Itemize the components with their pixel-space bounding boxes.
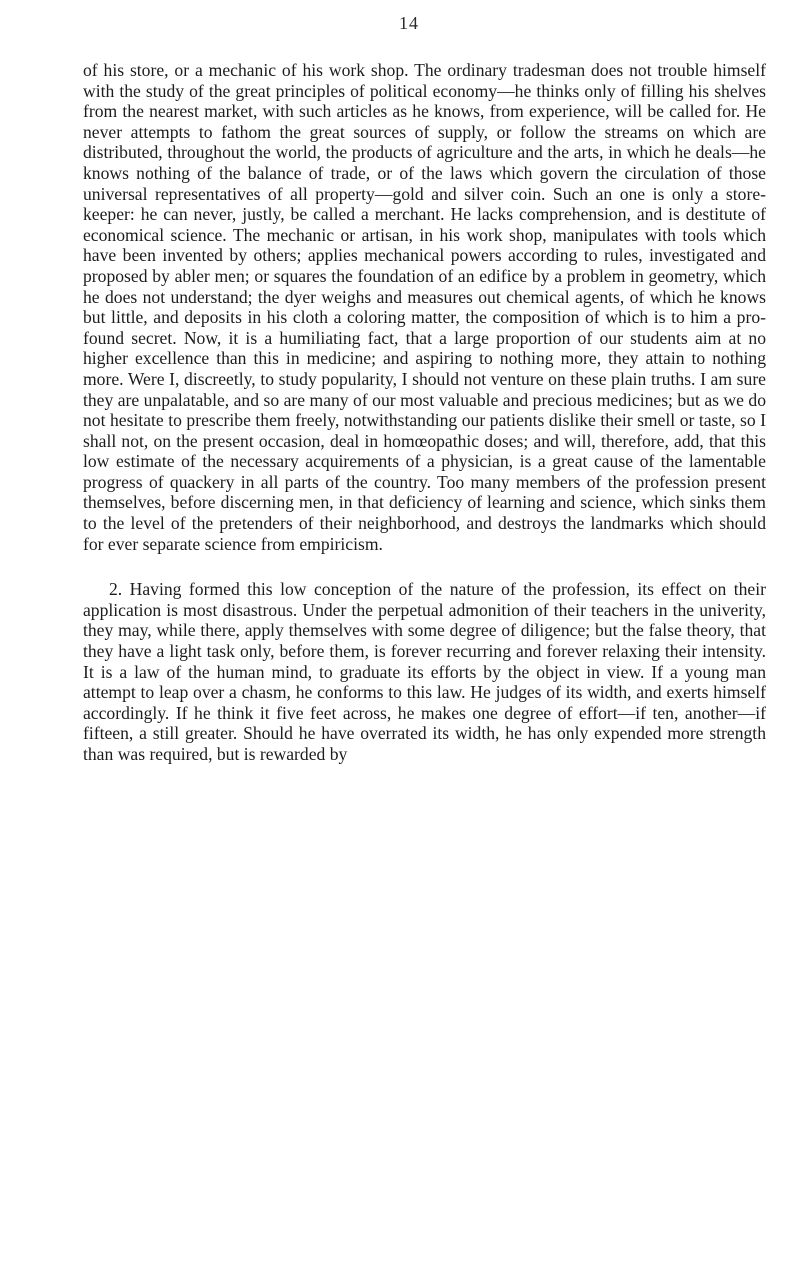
page-number: 14 (399, 13, 419, 33)
body-text (83, 60, 766, 765)
paragraph-2: 2. Having formed this low conception of the nature of the profession, its effect on their application is most disastrous. Under the perpetual admonition of their teachers in the univerity, they may, while there, apply themselves with some degree of diligence; but the false theory, that they have a light task only, before them, is forever recurring and forever relaxing their intensity. It is a law of the human mind, to graduate its efforts by the object in view. If a young man attempt to leap over a chasm, he conforms to this law. He judges of its width, and exerts himself accordingly. If he think it five feet across, he makes one degree of effort—if ten, another—if fifteen, a still greater. Should he have overrated its width, he has only expended more strength than was required, but is rewarded by (83, 579, 766, 764)
paragraph-continuation: of his store, or a mechanic of his work shop. The ordinary tradesman does not trouble himself with the study of the great principles of political economy—he thinks only of filling his shelves from the nearest market, with such articles as he knows, from experience, will be called for. He never attempts to fathom the great sources of supply, or follow the streams on which are distributed, throughout the world, the products of agriculture and the arts, in which he deals—he knows nothing of the balance of trade, or of the laws which govern the circulation of those universal representatives of all property—gold and silver coin. Such an one is only a store-keeper: he can never, justly, be called a merchant. He lacks comprehension, and is destitute of economical science. The mechanic or artisan, in his work shop, manipulates with tools which have been invented by others; applies mechanical powers according to rules, investigated and proposed by abler men; or squares the foundation of an edifice by a problem in geometry, which he does not understand; the dyer weighs and measures out chemical agents, of which he knows but little, and deposits in his cloth a coloring matter, the composition of which is to him a profound secret. Now, it is a humiliating fact, that a large proportion of our students aim at no higher excellence than this in medicine; and aspiring to nothing more, they attain to nothing more. Were I, discreetly, to study popularity, I should not venture on these plain truths. I am sure they are unpalatable, and so are many of our most valuable and precious medicines; but as we do not hesitate to prescribe them freely, notwithstanding our patients dislike their smell or taste, so I shall not, on the present occasion, deal in homœopathic doses; and will, therefore, add, that this low estimate of the necessary acquirements of a physician, is a great cause of the lamentable progress of quackery in all parts of the country. Too many members of the profession present themselves, before discerning men, in that deficiency of learning and science, which sinks them to the level of the pretenders of their neighborhood, and destroys the landmarks which should for ever separate science from empiricism. (83, 60, 766, 554)
